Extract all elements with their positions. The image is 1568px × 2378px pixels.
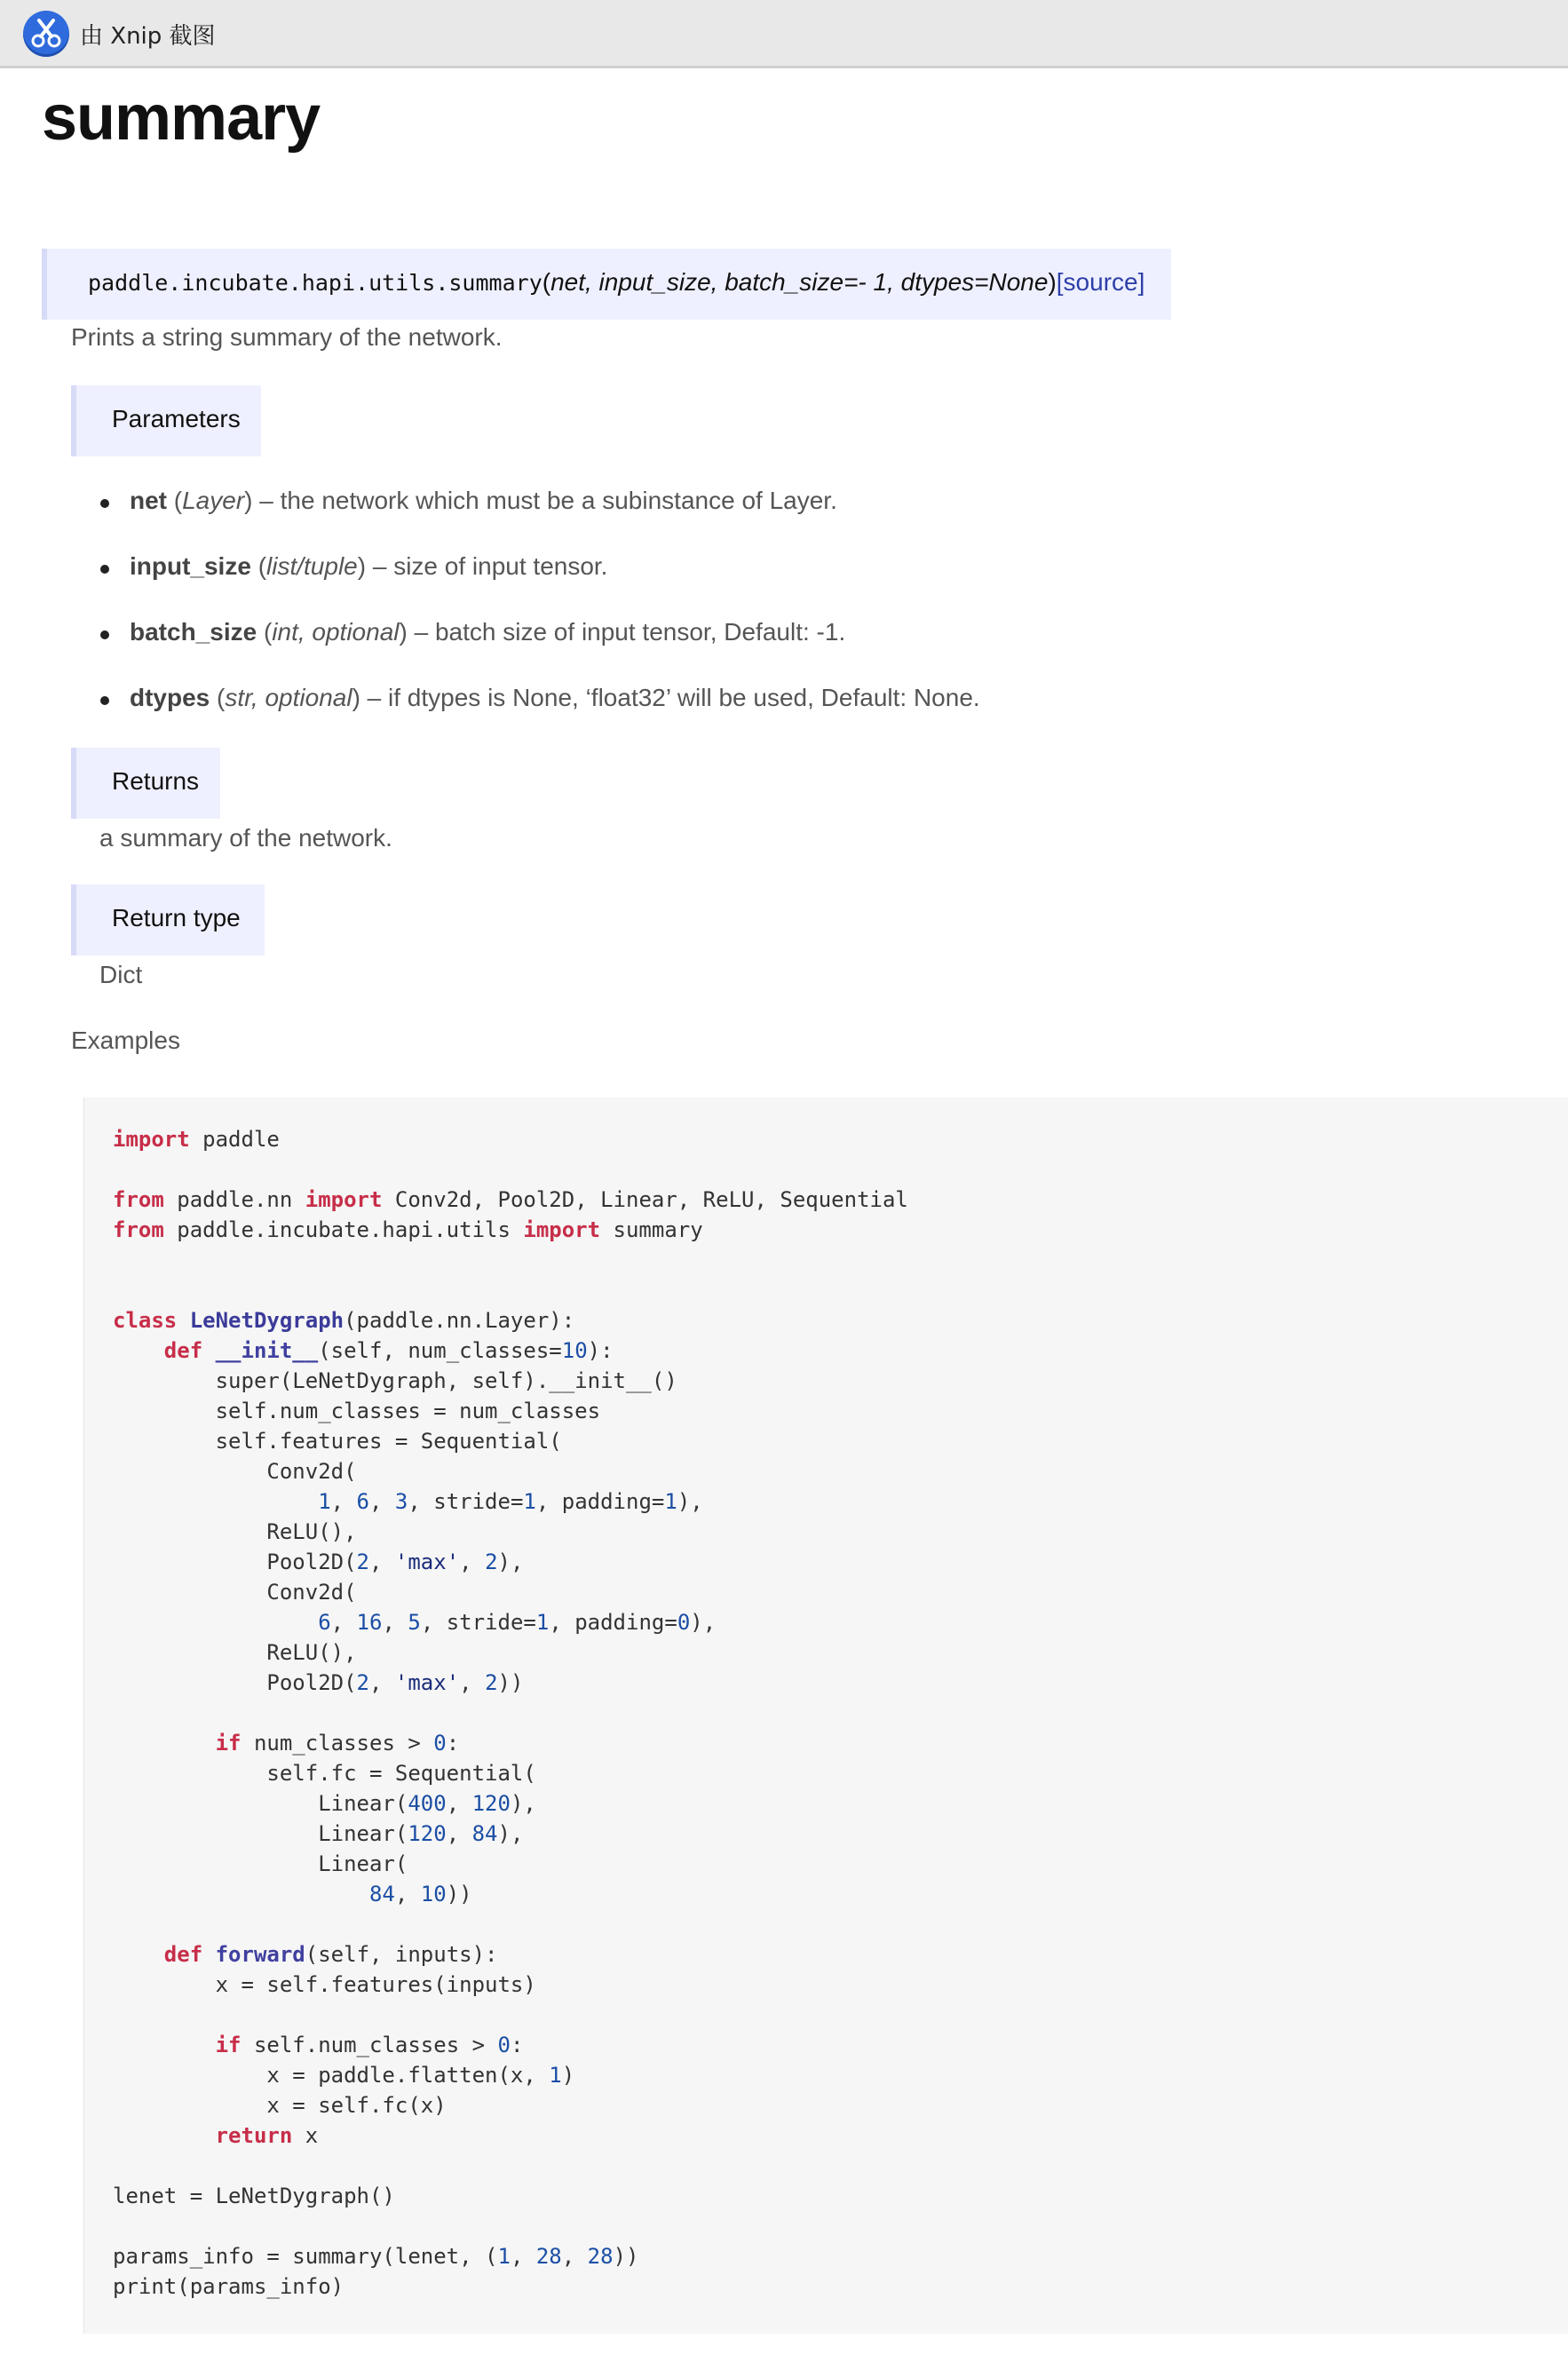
code-line: self.num_classes = num_classes bbox=[113, 1399, 601, 1423]
function-signature: paddle.incubate.hapi.utils.summary(net, input_size, batch_size=- 1, dtypes=None)[source] bbox=[42, 249, 1171, 320]
parameters-heading: Parameters bbox=[71, 385, 261, 456]
code-line: 1, 6, 3, stride=1, padding=1), bbox=[318, 1489, 703, 1514]
code-line: params_info = summary(lenet, (1, 28, 28)) bbox=[113, 2244, 639, 2269]
code-line: return x bbox=[215, 2123, 319, 2148]
title-bar bbox=[0, 0, 1568, 68]
code-line: 6, 16, 5, stride=1, padding=0), bbox=[318, 1610, 717, 1635]
code-line: Pool2D(2, 'max', 2), bbox=[113, 1550, 524, 1574]
parameter-list bbox=[98, 487, 980, 749]
list-item: batch_size (int, optional) – batch size of input tensor, Default: -1. bbox=[98, 618, 980, 684]
code-line: Linear( bbox=[113, 1851, 408, 1876]
code-line: def __init__(self, num_classes=10): bbox=[163, 1338, 614, 1363]
code-line: class LeNetDygraph(paddle.nn.Layer): bbox=[113, 1308, 575, 1333]
code-line: Conv2d( bbox=[113, 1459, 357, 1484]
code-line: from paddle.nn import Conv2d, Pool2D, Linear, ReLU, Sequential bbox=[113, 1187, 908, 1212]
signature-args: net, input_size, batch_size=- 1, dtypes=None bbox=[550, 268, 1049, 296]
code-line: x = paddle.flatten(x, 1) bbox=[113, 2063, 575, 2088]
code-line: x = self.fc(x) bbox=[113, 2093, 447, 2118]
code-line: if num_classes > 0: bbox=[215, 1731, 460, 1756]
app-title: 由 Xnip 截图 bbox=[80, 23, 216, 50]
return-type-value: Dict bbox=[99, 961, 143, 988]
code-block bbox=[113, 1124, 908, 2302]
code-line: def forward(self, inputs): bbox=[163, 1942, 498, 1967]
code-line: ReLU(), bbox=[113, 1640, 357, 1665]
return-type-heading: Return type bbox=[71, 884, 265, 955]
code-line: self.fc = Sequential( bbox=[113, 1761, 536, 1786]
code-line: ReLU(), bbox=[113, 1519, 357, 1544]
code-line: 84, 10)) bbox=[368, 1882, 472, 1906]
examples-heading: Examples bbox=[71, 1027, 180, 1054]
code-line: x = self.features(inputs) bbox=[113, 1972, 536, 1997]
list-item: net (Layer) – the network which must be a subinstance of Layer. bbox=[98, 487, 980, 552]
list-item: dtypes (str, optional) – if dtypes is None, ‘float32’ will be used, Default: None. bbox=[98, 684, 980, 749]
code-line: from paddle.incubate.hapi.utils import summary bbox=[113, 1217, 703, 1242]
returns-heading: Returns bbox=[71, 748, 220, 819]
code-line: Linear(120, 84), bbox=[113, 1821, 524, 1846]
code-line: print(params_info) bbox=[113, 2274, 344, 2299]
code-line: if self.num_classes > 0: bbox=[215, 2033, 524, 2057]
code-line: lenet = LeNetDygraph() bbox=[113, 2184, 395, 2208]
source-link[interactable]: [source] bbox=[1056, 268, 1145, 296]
code-example bbox=[83, 1098, 1568, 2334]
list-item: input_size (list/tuple) – size of input tensor. bbox=[98, 552, 980, 618]
signature-module: paddle.incubate.hapi.utils.summary bbox=[88, 270, 542, 296]
code-line: super(LeNetDygraph, self).__init__() bbox=[113, 1368, 677, 1393]
code-line: import paddle bbox=[113, 1127, 280, 1152]
returns-description: a summary of the network. bbox=[99, 824, 392, 852]
code-line: Conv2d( bbox=[113, 1580, 357, 1605]
page-title: summary bbox=[42, 83, 321, 154]
function-description: Prints a string summary of the network. bbox=[71, 323, 503, 351]
code-line: Linear(400, 120), bbox=[113, 1791, 536, 1816]
scissors-icon[interactable] bbox=[23, 11, 69, 57]
code-line: self.features = Sequential( bbox=[113, 1429, 562, 1454]
code-line: Pool2D(2, 'max', 2)) bbox=[113, 1670, 524, 1695]
